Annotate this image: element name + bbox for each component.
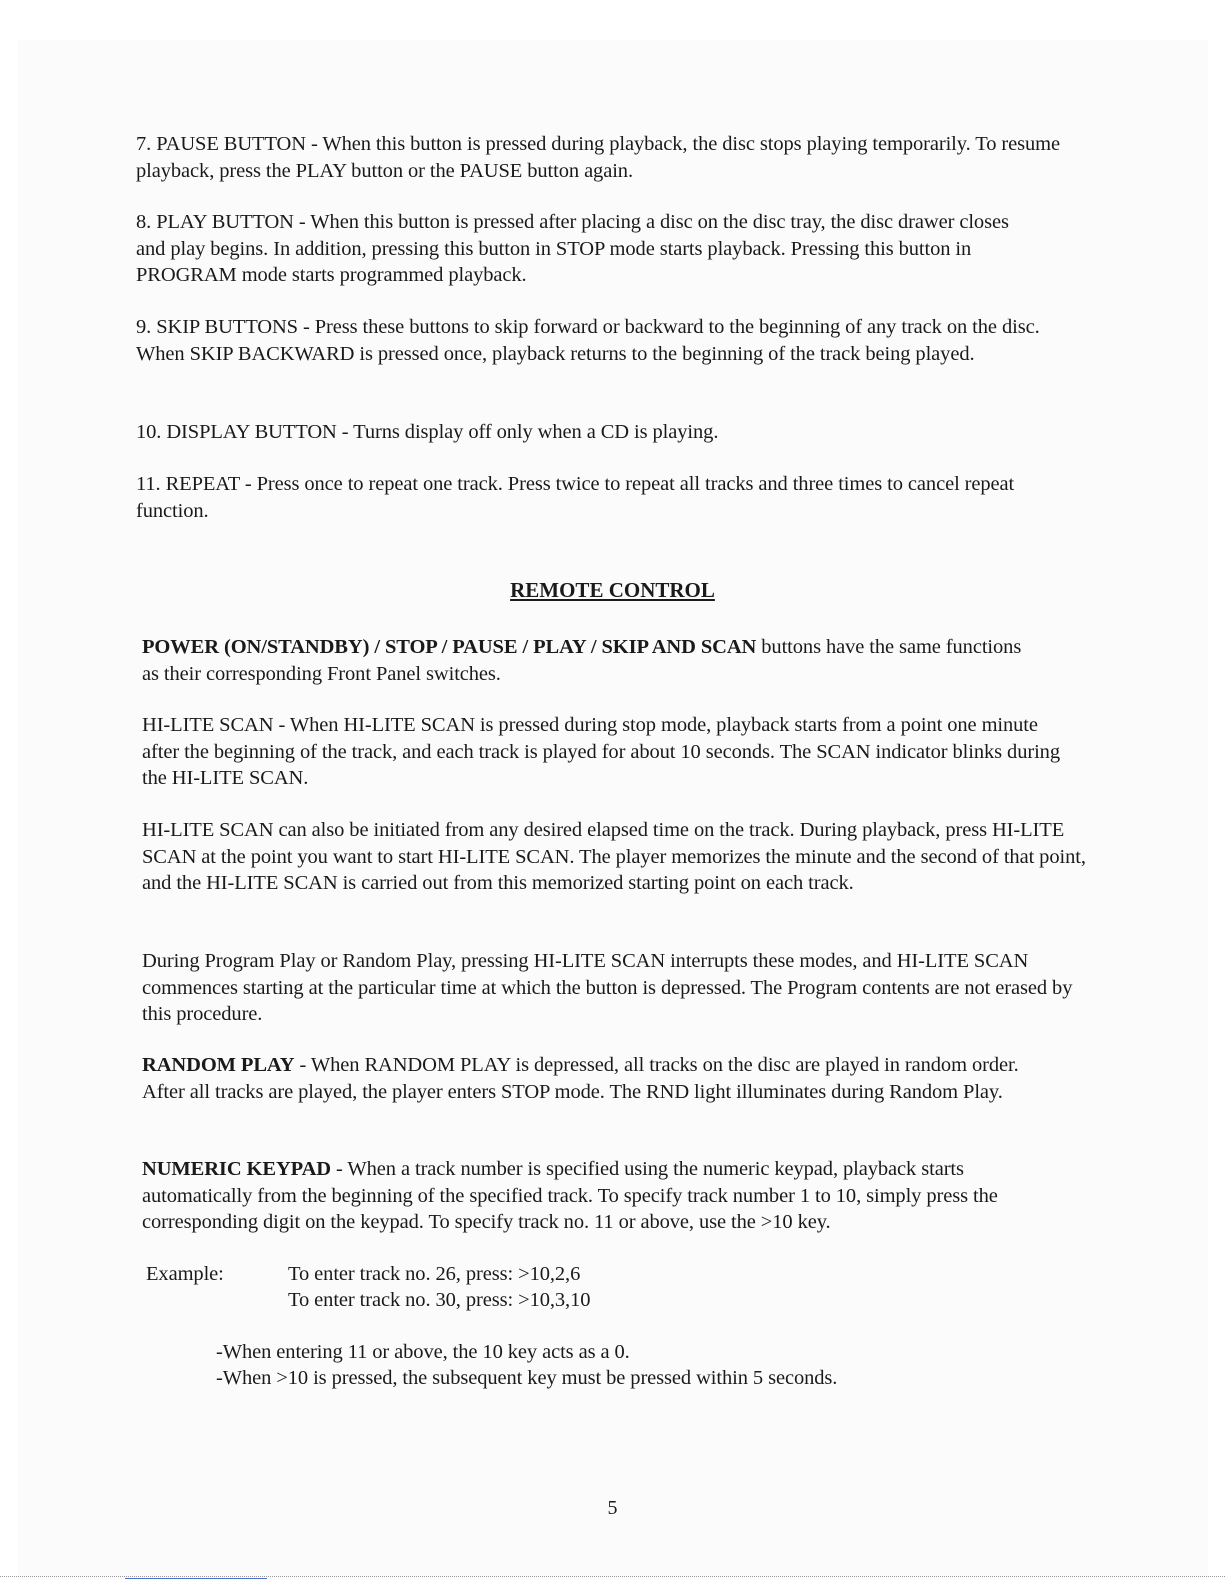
pause-button-description [136, 131, 1066, 184]
play-label: 8. PLAY BUTTON [136, 211, 294, 233]
page-number: 5 [607, 1497, 618, 1519]
keypad-text: - When a track number is specified using the numeric keypad, playback starts automatically from the beginning of the specified track. To specify track number 1 to 10, simply press the corresponding digit on the keypad. To specify track no. 11 or above, use the >10 key. [142, 1158, 998, 1233]
random-text: - When RANDOM PLAY is depressed, all tracks on the disc are played in random order. After all tracks are played, the player enters STOP mode. The RND light illuminates during Random Play. [142, 1054, 1019, 1103]
pause-text: - When this button is pressed during playback, the disc stops playing temporarily. To resume playback, press the PLAY button or the PAUSE button again. [136, 133, 1061, 182]
example-label: Example: [146, 1263, 224, 1285]
repeat-label: 11. REPEAT [136, 473, 240, 495]
random-bold: RANDOM PLAY [142, 1054, 295, 1076]
skip-text: - Press these buttons to skip forward or backward to the beginning of any track on the disc. When SKIP BACKWARD is pressed once, playback returns to the beginning of the track being played. [136, 316, 1040, 365]
keypad-bold: NUMERIC KEYPAD [142, 1158, 331, 1180]
display-label: 10. DISPLAY BUTTON [136, 421, 337, 443]
display-text: - Turns display off only when a CD is playing. [336, 421, 719, 443]
random-play-description [142, 1052, 1047, 1105]
play-text: - When this button is pressed after placing a disc on the disc tray, the disc drawer closes and play begins. In addition, pressing this button in STOP mode starts playback. Pressing this button in PROGRAM mode starts programmed playback. [136, 211, 1009, 286]
display-button-description [136, 419, 1056, 446]
hilite-scan-paragraph-2: HI-LITE SCAN can also be initiated from any desired elapsed time on the track. During playback, press HI-LITE SCAN at the point you want to start HI-LITE SCAN. The player memorizes the minute and the second of that point, and the HI-LITE SCAN is carried out from this memorized starting point on each track. [142, 819, 1086, 894]
hilite-scan-paragraph-1: HI-LITE SCAN - When HI-LITE SCAN is pressed during stop mode, playback starts from a point one minute after the beginning of the track, and each track is played for about 10 seconds. The SCAN indicator blinks during the HI-LITE SCAN. [142, 714, 1060, 789]
pause-label: 7. PAUSE BUTTON [136, 133, 306, 155]
note-1: -When entering 11 or above, the 10 key acts as a 0. [216, 1341, 630, 1363]
hilite-scan-paragraph-3: During Program Play or Random Play, pressing HI-LITE SCAN interrupts these modes, and HI-LITE SCAN commences starting at the particular time at which the button is depressed. The Program contents are not erased by this procedure. [142, 950, 1073, 1025]
example-line-2: To enter track no. 30, press: >10,3,10 [288, 1289, 591, 1311]
skip-label: 9. SKIP BUTTONS [136, 316, 298, 338]
remote-control-heading: REMOTE CONTROL [510, 578, 715, 602]
example-line-1: To enter track no. 26, press: >10,2,6 [288, 1263, 581, 1285]
power-text: buttons have the same functions as their corresponding Front Panel switches. [142, 636, 1022, 685]
bottom-divider-accent [125, 1578, 267, 1579]
skip-buttons-description [136, 314, 1051, 367]
repeat-text: - Press once to repeat one track. Press twice to repeat all tracks and three times to cancel repeat function. [136, 473, 1015, 522]
power-bold: POWER (ON/STANDBY) / STOP / PAUSE / PLAY / SKIP AND SCAN [142, 636, 757, 658]
bottom-divider [0, 1576, 1225, 1577]
note-2: -When >10 is pressed, the subsequent key must be pressed within 5 seconds. [216, 1367, 838, 1389]
repeat-description [136, 471, 1061, 524]
power-description [142, 634, 1022, 687]
numeric-keypad-description [142, 1156, 1057, 1236]
play-button-description [136, 209, 1036, 289]
